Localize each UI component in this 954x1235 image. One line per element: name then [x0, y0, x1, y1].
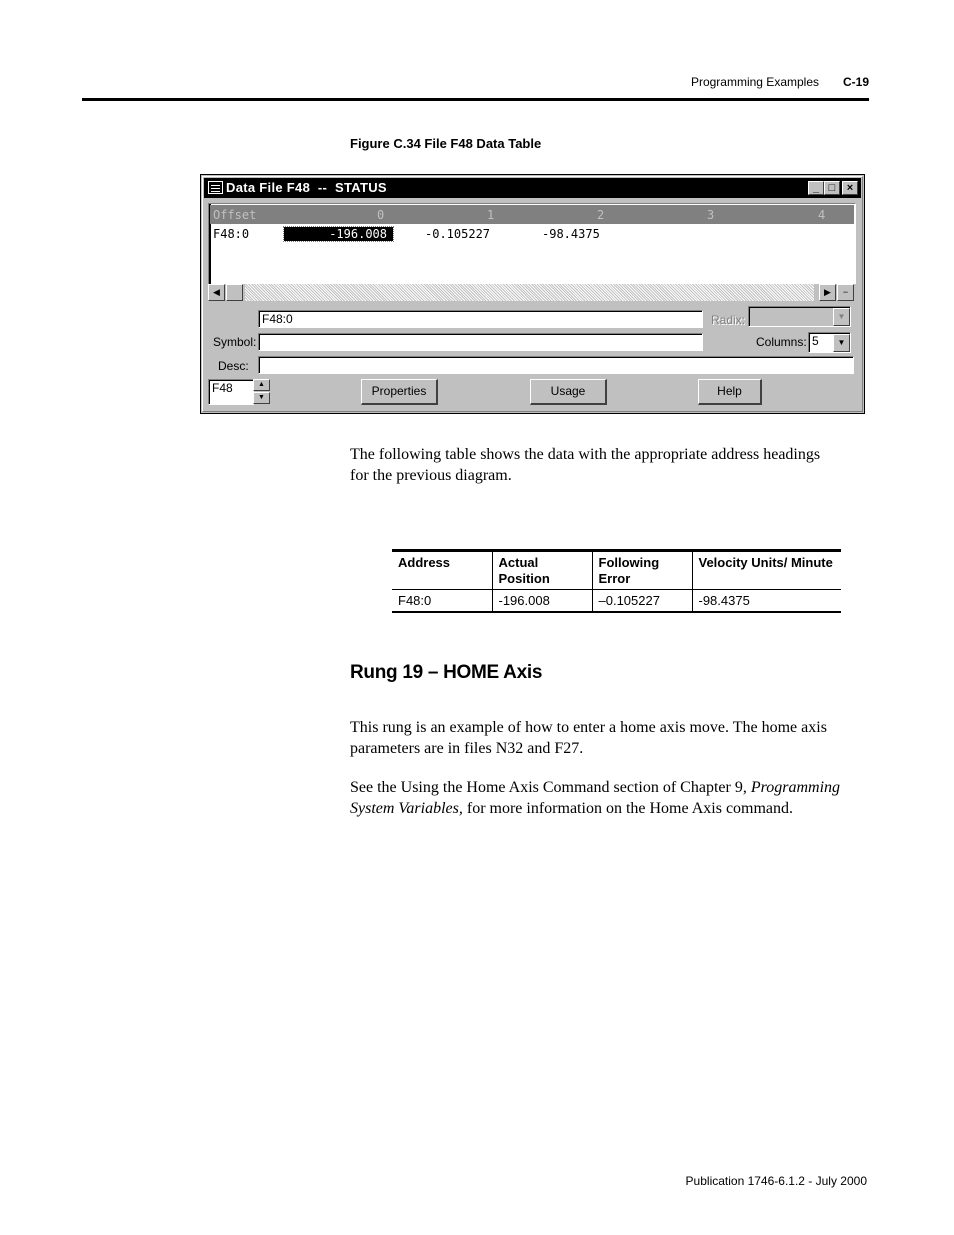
header-velocity: Velocity Units/ Minute: [692, 551, 841, 590]
table-row[interactable]: [211, 226, 855, 244]
intro-paragraph: The following table shows the data with the appropriate address headings for the previous diagram.: [350, 446, 821, 484]
column-header-0: 0: [377, 208, 385, 222]
collapse-icon[interactable]: −: [837, 284, 854, 301]
column-header-2: 2: [597, 208, 605, 222]
header-address: Address: [392, 551, 492, 590]
table-header-row: [392, 551, 841, 590]
symbol-input[interactable]: [258, 333, 703, 351]
scroll-right-icon[interactable]: ▶: [819, 284, 836, 301]
row-address[interactable]: F48:0: [213, 227, 250, 241]
grid-header: [210, 205, 854, 224]
cell-following-error: –0.105227: [592, 590, 692, 612]
symbol-label: Symbol:: [213, 335, 257, 349]
cell-value-2[interactable]: -98.4375: [542, 227, 600, 241]
section-title: Programming Examples: [690, 75, 819, 89]
header-actual-position: Actual Position: [492, 551, 592, 590]
columns-select[interactable]: 5: [808, 332, 851, 353]
rung-paragraph-1: This rung is an example of how to enter a home axis move. The home axis parameters are in files N32 and F27.: [350, 719, 827, 757]
page-number: C-19: [842, 75, 869, 89]
close-button[interactable]: ×: [842, 181, 858, 195]
scroll-track[interactable]: [245, 284, 814, 301]
address-data-table: [392, 549, 841, 613]
header-following-error: Following Error: [592, 551, 692, 590]
offset-column-header: Offset: [213, 208, 257, 222]
usage-button[interactable]: Usage: [530, 379, 607, 405]
cell-value-0[interactable]: -196.008: [284, 227, 393, 241]
column-header-1: 1: [487, 208, 495, 222]
window-title: Data File F48 -- STATUS: [226, 180, 387, 195]
figure-caption: Figure C.34 File F48 Data Table: [350, 136, 542, 151]
data-file-window: [200, 174, 865, 414]
scroll-left-icon[interactable]: ◀: [208, 284, 225, 301]
desc-label: Desc:: [218, 359, 249, 373]
table-row: [392, 590, 841, 612]
desc-input[interactable]: [258, 356, 854, 374]
minimize-button[interactable]: _: [808, 181, 824, 195]
cell-velocity: -98.4375: [692, 590, 841, 612]
window-titlebar[interactable]: [204, 178, 861, 198]
spin-up-icon[interactable]: ▲: [253, 379, 270, 391]
help-button[interactable]: Help: [698, 379, 762, 405]
scroll-thumb[interactable]: [226, 284, 243, 301]
radix-label: Radix:: [711, 313, 746, 327]
radix-dropdown-icon[interactable]: ▼: [833, 308, 850, 326]
file-input[interactable]: F48: [208, 379, 254, 405]
columns-dropdown-icon[interactable]: ▼: [833, 334, 850, 352]
data-grid[interactable]: [208, 203, 856, 284]
para2-text-a: See the Using the Home Axis Command section of Chapter 9,: [350, 779, 751, 796]
data-file-icon: [208, 181, 223, 194]
publication-footer: Publication 1746-6.1.2 - July 2000: [685, 1174, 867, 1188]
maximize-button[interactable]: □: [824, 181, 840, 195]
cell-actual-position: -196.008: [492, 590, 592, 612]
running-header: [82, 74, 869, 101]
columns-label: Columns:: [756, 335, 807, 349]
column-header-3: 3: [707, 208, 715, 222]
section-heading: Rung 19 – HOME Axis: [350, 662, 543, 683]
rung-paragraph-2: [350, 778, 860, 819]
para2-emphasis: Programming System Variables,: [350, 779, 841, 817]
column-header-4: 4: [818, 208, 826, 222]
spin-down-icon[interactable]: ▼: [253, 392, 270, 404]
cell-address: F48:0: [392, 590, 492, 612]
address-input[interactable]: F48:0: [258, 310, 703, 328]
cell-value-1[interactable]: -0.105227: [425, 227, 491, 241]
horizontal-scrollbar[interactable]: [208, 284, 854, 301]
para2-text-b: for more information on the Home Axis command.: [462, 799, 794, 817]
properties-button[interactable]: Properties: [361, 379, 438, 405]
